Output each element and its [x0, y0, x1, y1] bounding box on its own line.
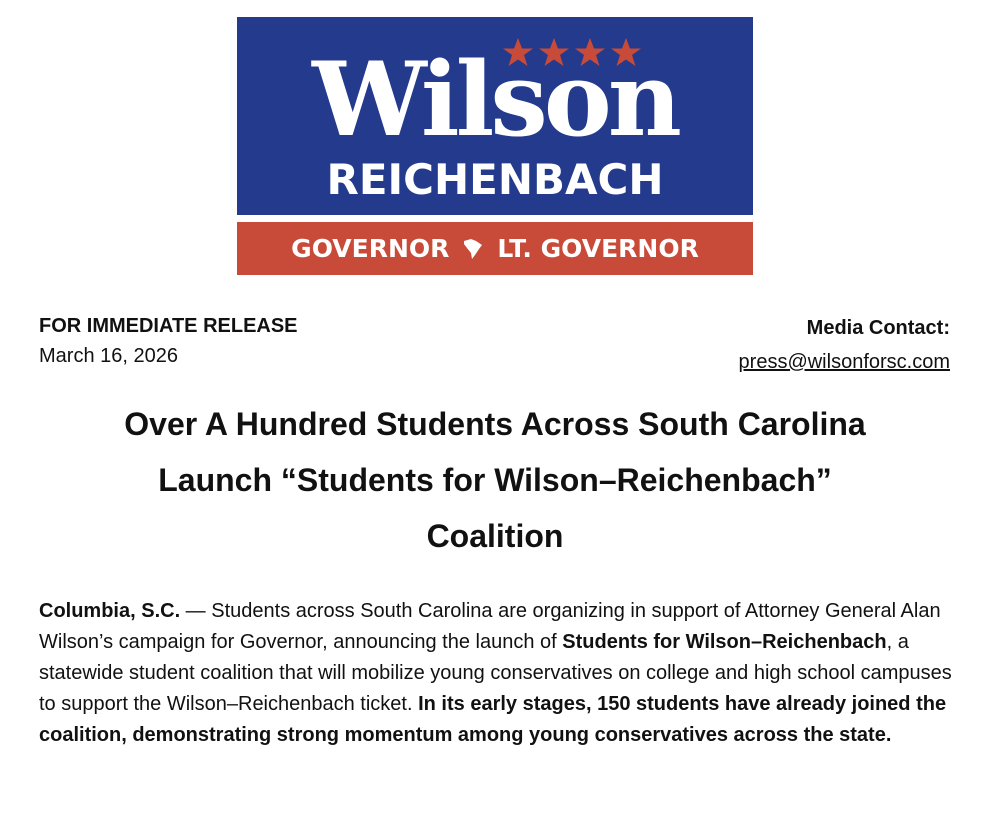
- south-carolina-icon: [463, 238, 483, 260]
- media-contact: [739, 311, 950, 379]
- headline-line-3: Coalition: [426, 518, 564, 554]
- body-emphasis: In its early stages, 150 students have already joined the coalition, demonstrating strong momentum among young conservatives across the state.: [39, 693, 947, 746]
- logo-office-lt-governor: LT. GOVERNOR: [497, 234, 699, 263]
- logo-white-stripe: [237, 215, 753, 222]
- headline-line-2: Launch “Students for Wilson–Reichenbach”: [158, 462, 832, 498]
- press-email-link[interactable]: press@wilsonforsc.com: [738, 351, 950, 373]
- release-info: [39, 311, 298, 371]
- media-contact-label: Media Contact:: [806, 317, 950, 339]
- press-release-headline: [0, 396, 990, 564]
- logo-subname: REICHENBACH: [326, 155, 664, 204]
- release-label: FOR IMMEDIATE RELEASE: [39, 315, 298, 337]
- release-date: March 16, 2026: [39, 345, 178, 367]
- headline-line-1: Over A Hundred Students Across South Carolina: [124, 406, 866, 442]
- body-text-1: Students across South Carolina are organizing in support of Attorney General Alan Wilson’s campaign for Governor, announcing the launch of: [39, 600, 941, 653]
- dateline-dash: —: [180, 600, 212, 622]
- logo-name: Wilson: [312, 40, 678, 160]
- body-text-2: , a statewide student coalition that will mobilize young conservatives on college and high school campuses to support the Wilson–Reichenbach ticket.: [39, 631, 952, 715]
- press-release-body: [39, 596, 954, 751]
- dateline: Columbia, S.C.: [39, 600, 181, 622]
- campaign-logo: [237, 17, 753, 275]
- logo-office-line: [237, 234, 753, 264]
- logo-office-governor: GOVERNOR: [291, 234, 450, 263]
- coalition-name: Students for Wilson–Reichenbach: [562, 631, 887, 653]
